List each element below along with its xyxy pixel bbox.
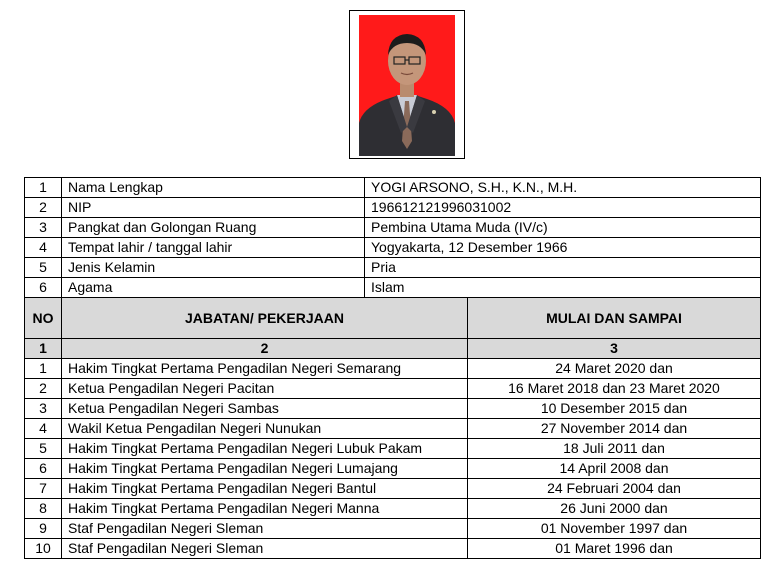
field-label: Agama xyxy=(62,278,365,298)
row-number: 9 xyxy=(25,519,62,539)
row-number: 6 xyxy=(25,459,62,479)
career-history-table xyxy=(24,297,761,559)
row-number: 4 xyxy=(25,238,62,258)
personal-info-table xyxy=(24,177,761,298)
row-number: 6 xyxy=(25,278,62,298)
field-value: 196612121996031002 xyxy=(365,198,761,218)
row-number: 2 xyxy=(25,198,62,218)
profile-photo-frame xyxy=(349,10,465,159)
row-number: 5 xyxy=(25,258,62,278)
header-no: NO xyxy=(25,298,62,339)
job-position: Hakim Tingkat Pertama Pengadilan Negeri Semarang xyxy=(62,359,468,379)
index-no: 1 xyxy=(25,339,62,359)
header-period: MULAI DAN SAMPAI xyxy=(468,298,761,339)
header-position: JABATAN/ PEKERJAAN xyxy=(62,298,468,339)
job-period: 14 April 2008 dan xyxy=(468,459,761,479)
table-row xyxy=(25,359,761,379)
profile-photo xyxy=(359,15,455,156)
field-label: NIP xyxy=(62,198,365,218)
field-label: Nama Lengkap xyxy=(62,178,365,198)
job-period: 01 November 1997 dan xyxy=(468,519,761,539)
field-value: YOGI ARSONO, S.H., K.N., M.H. xyxy=(365,178,761,198)
row-number: 3 xyxy=(25,218,62,238)
job-position: Wakil Ketua Pengadilan Negeri Nunukan xyxy=(62,419,468,439)
table-row xyxy=(25,178,761,198)
row-number: 8 xyxy=(25,499,62,519)
career-history-rows xyxy=(25,298,761,559)
table-row xyxy=(25,439,761,459)
personal-info-rows xyxy=(25,178,761,298)
field-label: Tempat lahir / tanggal lahir xyxy=(62,238,365,258)
row-number: 7 xyxy=(25,479,62,499)
table-row xyxy=(25,539,761,559)
job-period: 24 Maret 2020 dan xyxy=(468,359,761,379)
row-number: 1 xyxy=(25,178,62,198)
table-row xyxy=(25,399,761,419)
job-period: 16 Maret 2018 dan 23 Maret 2020 xyxy=(468,379,761,399)
job-period: 26 Juni 2000 dan xyxy=(468,499,761,519)
index-position: 2 xyxy=(62,339,468,359)
job-period: 18 Juli 2011 dan xyxy=(468,439,761,459)
index-period: 3 xyxy=(468,339,761,359)
job-position: Hakim Tingkat Pertama Pengadilan Negeri Lumajang xyxy=(62,459,468,479)
job-position: Ketua Pengadilan Negeri Sambas xyxy=(62,399,468,419)
job-period: 27 November 2014 dan xyxy=(468,419,761,439)
job-position: Staf Pengadilan Negeri Sleman xyxy=(62,519,468,539)
column-index-row xyxy=(25,339,761,359)
job-position: Hakim Tingkat Pertama Pengadilan Negeri Manna xyxy=(62,499,468,519)
table-row xyxy=(25,519,761,539)
row-number: 3 xyxy=(25,399,62,419)
job-position: Ketua Pengadilan Negeri Pacitan xyxy=(62,379,468,399)
field-value: Pria xyxy=(365,258,761,278)
field-value: Pembina Utama Muda (IV/c) xyxy=(365,218,761,238)
row-number: 1 xyxy=(25,359,62,379)
field-value: Yogyakarta, 12 Desember 1966 xyxy=(365,238,761,258)
field-label: Pangkat dan Golongan Ruang xyxy=(62,218,365,238)
table-row xyxy=(25,479,761,499)
row-number: 5 xyxy=(25,439,62,459)
table-row xyxy=(25,379,761,399)
job-position: Hakim Tingkat Pertama Pengadilan Negeri Bantul xyxy=(62,479,468,499)
row-number: 2 xyxy=(25,379,62,399)
table-header-row xyxy=(25,298,761,339)
row-number: 4 xyxy=(25,419,62,439)
job-period: 10 Desember 2015 dan xyxy=(468,399,761,419)
table-row xyxy=(25,238,761,258)
field-label: Jenis Kelamin xyxy=(62,258,365,278)
table-row xyxy=(25,419,761,439)
job-position: Staf Pengadilan Negeri Sleman xyxy=(62,539,468,559)
row-number: 10 xyxy=(25,539,62,559)
table-row xyxy=(25,218,761,238)
field-value: Islam xyxy=(365,278,761,298)
job-position: Hakim Tingkat Pertama Pengadilan Negeri Lubuk Pakam xyxy=(62,439,468,459)
table-row xyxy=(25,459,761,479)
table-row xyxy=(25,278,761,298)
job-period: 24 Februari 2004 dan xyxy=(468,479,761,499)
table-row xyxy=(25,198,761,218)
table-row xyxy=(25,258,761,278)
job-period: 01 Maret 1996 dan xyxy=(468,539,761,559)
table-row xyxy=(25,499,761,519)
